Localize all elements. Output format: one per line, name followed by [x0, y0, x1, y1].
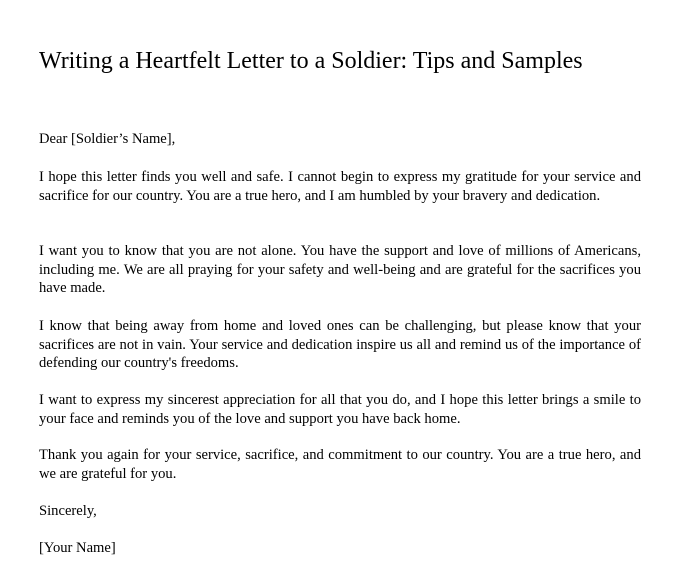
letter-paragraph-2: I want you to know that you are not alone. You have the support and love of millions of Americans, including me. We are all praying for your safety and well-being and are grateful for the sacrifices you have made. — [39, 243, 641, 296]
letter-paragraph-1: I hope this letter finds you well and safe. I cannot begin to express my gratitude for your service and sacrifice for our country. You are a true hero, and I am humbled by your bravery and dedication. — [39, 169, 641, 204]
letter-salutation: Dear [Soldier’s Name], — [39, 131, 176, 147]
letter-paragraph-4: I want to express my sincerest appreciation for all that you do, and I hope this letter brings a smile to your face and reminds you of the love and support you have back home. — [39, 392, 641, 427]
letter-closing: Sincerely, — [39, 503, 97, 519]
letter-signature: [Your Name] — [39, 540, 116, 556]
letter-paragraph-5: Thank you again for your service, sacrifice, and commitment to our country. You are a true hero, and we are grateful for you. — [39, 447, 641, 482]
letter-paragraph-3: I know that being away from home and loved ones can be challenging, but please know that your sacrifices are not in vain. Your service and dedication inspire us all and remind us of the importance of defending our country's freedoms. — [39, 318, 641, 371]
page-title: Writing a Heartfelt Letter to a Soldier: Tips and Samples — [39, 48, 583, 74]
